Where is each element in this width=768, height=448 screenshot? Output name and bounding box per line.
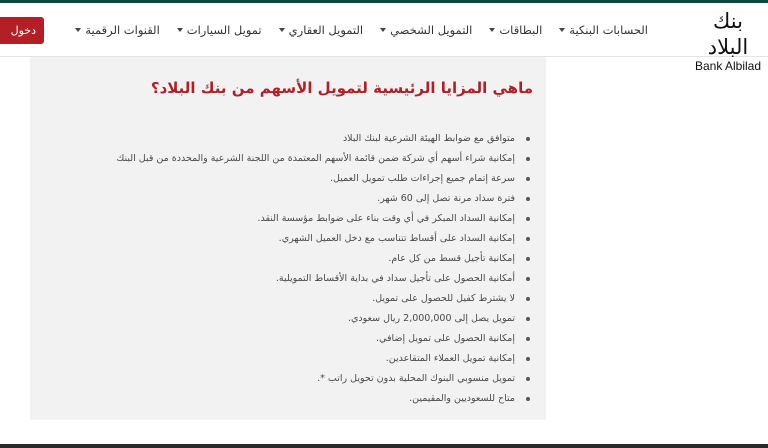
site-header (0, 3, 768, 73)
login-button[interactable]: دخول (0, 17, 44, 44)
bullet-icon (526, 157, 530, 161)
chevron-down-icon (380, 28, 386, 32)
nav-item-label: التمويل العقاري (288, 23, 364, 37)
list-item (117, 269, 531, 289)
list-item (117, 369, 531, 389)
bullet-icon (526, 277, 530, 281)
chevron-down-icon (75, 28, 81, 32)
section-title: ماهي المزايا الرئيسية لتمويل الأسهم من بنك البلاد؟ (150, 79, 533, 97)
list-item (117, 189, 531, 209)
chevron-down-icon (559, 28, 565, 32)
nav-item-digital-channels[interactable] (75, 23, 159, 37)
bullet-icon (526, 237, 530, 241)
nav-item-cards[interactable] (489, 23, 542, 37)
nav-item-label: التمويل الشخصي (390, 23, 473, 37)
list-item-text: إمكانية تمويل العملاء المتقاعدين. (385, 353, 515, 364)
list-item-text: إمكانية السداد على أقساط تتناسب مع دخل العميل الشهري. (278, 233, 515, 244)
list-item (117, 309, 531, 329)
nav-item-accounts[interactable] (559, 23, 648, 37)
list-item-text: لا يشترط كفيل للحصول على تمويل. (372, 293, 515, 304)
list-item-text: إمكانية تأجيل قسط من كل عام. (388, 253, 515, 264)
list-item (117, 329, 531, 349)
nav-item-home-finance[interactable] (279, 23, 363, 37)
list-item-text: سرعة إتمام جميع إجراءات طلب تمويل العميل. (330, 173, 515, 184)
chevron-down-icon (279, 28, 285, 32)
chevron-down-icon (489, 28, 495, 32)
logo-arabic-text: بنك البلاد (707, 9, 749, 59)
list-item-text: تمويل يصل إلى 2,000,000 ريال سعودي. (347, 313, 515, 324)
bullet-icon (526, 217, 530, 221)
list-item-text: إمكانية الحصول على تمويل إضافي. (376, 333, 515, 344)
bullet-icon (526, 257, 530, 261)
list-item (117, 129, 531, 149)
nav-item-label: القنوات الرقمية (85, 23, 160, 37)
main-nav (75, 23, 648, 37)
list-item (117, 389, 531, 409)
chevron-down-icon (177, 28, 183, 32)
bank-logo[interactable] (692, 8, 764, 73)
bullet-icon (526, 177, 530, 181)
bullet-icon (526, 357, 530, 361)
list-item-text: إمكانية شراء أسهم أي شركة ضمن قائمة الأسهم المعتمدة من اللجنة الشرعية والمحددة من قبل البنك (116, 153, 515, 164)
nav-item-auto-finance[interactable] (177, 23, 262, 37)
features-panel (30, 57, 546, 420)
nav-item-personal-finance[interactable] (380, 23, 472, 37)
features-list (117, 129, 531, 409)
bullet-icon (526, 317, 530, 321)
list-item (117, 349, 531, 369)
list-item-text: تمويل منسوبي البنوك المحلية بدون تحويل راتب *. (317, 373, 515, 384)
bullet-icon (526, 397, 530, 401)
list-item-text: أمكانية الحصول على تأجيل سداد في بداية الأقساط التمويلية. (275, 273, 515, 284)
list-item (117, 229, 531, 249)
list-item-text: متوافق مع ضوابط الهيئة الشرعية لبنك البلاد (342, 133, 515, 144)
bullet-icon (526, 297, 530, 301)
bullet-icon (526, 337, 530, 341)
list-item (117, 169, 531, 189)
logo-english-text: Bank Albilad (694, 59, 762, 73)
list-item-text: متاح للسعوديين والمقيمين. (409, 393, 515, 404)
bullet-icon (526, 197, 530, 201)
bottom-bar (0, 444, 768, 448)
list-item (117, 249, 531, 269)
list-item-text: فترة سداد مرنة تصل إلى 60 شهر. (377, 193, 515, 204)
list-item (117, 149, 531, 169)
list-item-text: إمكانية السداد المبكر في أي وقت بناء على ضوابط مؤسسة النقد. (257, 213, 515, 224)
list-item (117, 289, 531, 309)
list-item (117, 209, 531, 229)
nav-item-label: البطاقات (499, 23, 543, 37)
bullet-icon (526, 137, 530, 141)
nav-item-label: تمويل السيارات (186, 23, 262, 37)
bullet-icon (526, 377, 530, 381)
nav-item-label: الحسابات البنكية (569, 23, 648, 37)
